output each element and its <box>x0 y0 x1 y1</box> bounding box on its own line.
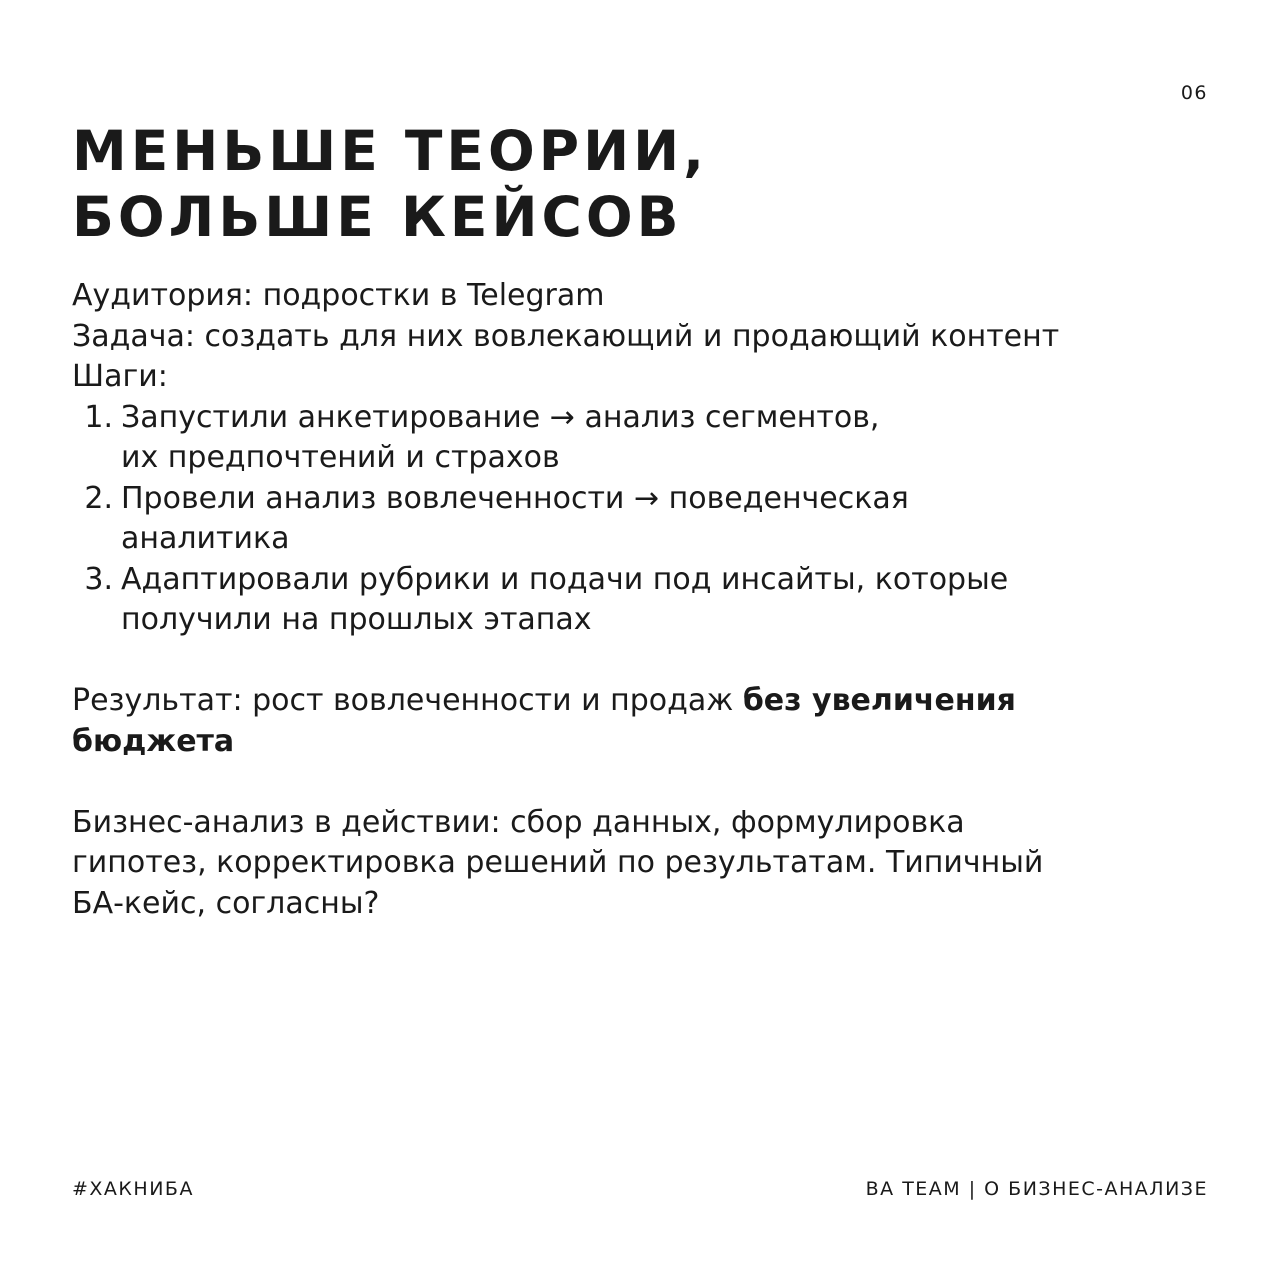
page-title <box>72 118 708 250</box>
step-line: Провели анализ вовлеченности → поведенческая <box>121 480 909 516</box>
list-item <box>72 479 1212 560</box>
page-number: 06 <box>1180 82 1208 104</box>
steps-list <box>72 398 1212 641</box>
list-item <box>72 560 1212 641</box>
conclusion-line: гипотез, корректировка решений по результатам. Типичный <box>72 845 1044 880</box>
task-line: Задача: создать для них вовлекающий и продающий контент <box>72 318 1060 354</box>
list-item <box>72 398 1212 479</box>
step-text <box>121 479 909 560</box>
result-line-1 <box>72 681 1212 722</box>
title-line-1: МЕНЬШЕ ТЕОРИИ, <box>72 119 709 183</box>
result-block <box>72 681 1212 762</box>
result-prefix: Результат: рост вовлеченности и продаж <box>72 683 743 718</box>
step-number: 2. <box>84 480 113 516</box>
main-content <box>72 276 1212 924</box>
footer-hashtag: #ХАКНИБА <box>72 1178 194 1200</box>
steps-label: Шаги: <box>72 359 168 394</box>
step-line: аналитика <box>121 521 290 556</box>
step-number: 3. <box>84 561 113 597</box>
step-line: их предпочтений и страхов <box>121 440 560 475</box>
audience-line: Аудитория: подростки в Telegram <box>72 278 605 313</box>
conclusion-line: Бизнес-анализ в действии: сбор данных, формулировка <box>72 804 965 840</box>
step-line: Адаптировали рубрики и подачи под инсайты, которые <box>121 561 1009 597</box>
title-line-2: БОЛЬШЕ КЕЙСОВ <box>72 185 683 249</box>
step-line: Запустили анкетирование → анализ сегментов, <box>121 399 880 435</box>
step-line: получили на прошлых этапах <box>121 602 592 637</box>
footer-brand: BA TEAM | О БИЗНЕС-АНАЛИЗЕ <box>865 1178 1208 1200</box>
step-text <box>121 560 1008 641</box>
conclusion-block <box>72 803 1212 925</box>
conclusion-line: БА-кейс, согласны? <box>72 885 380 921</box>
step-text <box>121 398 879 479</box>
result-line-2 <box>72 722 1212 763</box>
result-emphasis: без увеличения <box>742 683 1016 718</box>
result-emphasis-end: бюджета <box>72 723 235 759</box>
step-number: 1. <box>84 399 113 435</box>
